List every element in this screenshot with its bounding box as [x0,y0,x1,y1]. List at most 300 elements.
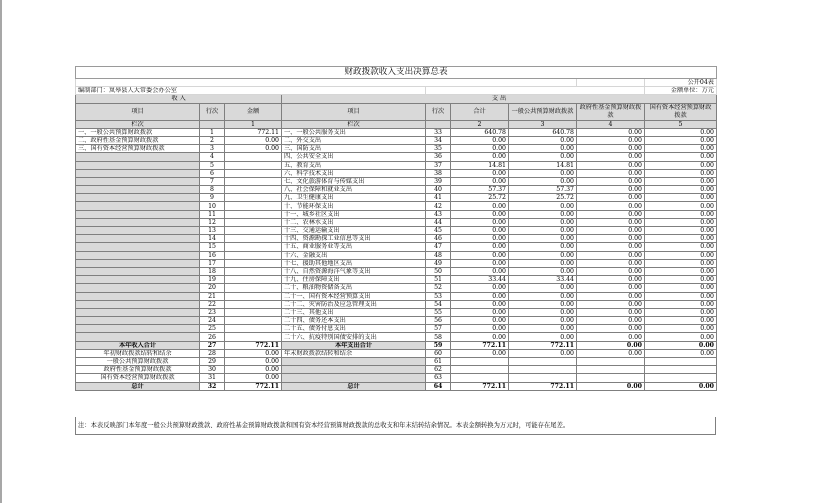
expense-general: 0.00 [509,333,577,341]
lanci-index: 5 [645,120,717,128]
expense-item: 十八、自然资源海洋气象等支出 [282,267,426,275]
table-row [76,210,717,218]
expense-general: 0.00 [509,177,577,185]
expense-fund [577,374,645,382]
expense-general [509,366,577,374]
expense-row-number: 53 [426,292,451,300]
expense-item: 六、科学技术支出 [282,169,426,177]
expense-general: 0.00 [509,145,577,153]
expense-item: 二十二、灾害防治及应急管理支出 [282,300,426,308]
expense-state: 0.00 [645,251,717,259]
income-amount [225,284,282,292]
expense-total: 14.81 [451,161,509,169]
income-amount [225,194,282,202]
expense-fund: 0.00 [577,317,645,325]
table-row [76,227,717,235]
table-row [76,333,717,341]
expense-row-number: 41 [426,194,451,202]
expense-state: 0.00 [645,308,717,316]
income-item [76,292,200,300]
expense-total: 0.00 [451,210,509,218]
expense-state [645,358,717,366]
expense-fund: 0.00 [577,128,645,136]
expense-item: 二十、粮油物资储备支出 [282,284,426,292]
expense-fund: 0.00 [577,153,645,161]
income-amount: 772.11 [225,341,282,349]
expense-fund: 0.00 [577,333,645,341]
table-row [76,267,717,275]
expense-item: 十一、城乡社区支出 [282,210,426,218]
income-header: 收 入 [76,95,282,103]
expense-item: 三、国防支出 [282,145,426,153]
table-row [76,169,717,177]
income-amount: 772.11 [225,382,282,390]
income-item [76,325,200,333]
expense-state: 0.00 [645,317,717,325]
expense-state: 0.00 [645,153,717,161]
income-amount [225,276,282,284]
expense-general: 0.00 [509,243,577,251]
expense-total: 0.00 [451,267,509,275]
income-row-number: 27 [200,341,225,349]
income-item [76,169,200,177]
expense-item: 十九、住房保障支出 [282,276,426,284]
expense-total: 0.00 [451,202,509,210]
expense-item: 十六、金融支出 [282,251,426,259]
expense-fund: 0.00 [577,325,645,333]
expense-fund: 0.00 [577,136,645,144]
income-item [76,235,200,243]
income-row-number: 4 [200,153,225,161]
income-row-number: 7 [200,177,225,185]
income-amount [225,267,282,275]
expense-state: 0.00 [645,284,717,292]
income-amount [225,292,282,300]
expense-total: 0.00 [451,153,509,161]
expense-general: 0.00 [509,153,577,161]
expense-fund: 0.00 [577,308,645,316]
income-amount: 0.00 [225,366,282,374]
income-item [76,300,200,308]
expense-fund: 0.00 [577,202,645,210]
expense-row-number: 52 [426,284,451,292]
expense-item: 九、卫生健康支出 [282,194,426,202]
expense-item: 二十一、国有资本经营预算支出 [282,292,426,300]
unit-label: 金额单位：万元 [645,87,717,95]
income-item [76,284,200,292]
table-row [76,202,717,210]
table-row [76,382,717,390]
footnote: 注：本表反映部门本年度一般公共预算财政拨款、政府性基金预算财政拨款和国有资本经营预算财政拨款的总收支和年末结转结余情况。本表金额转换为万元时，可能存在尾差。 [75,417,716,435]
expense-total: 772.11 [451,382,509,390]
expense-general: 0.00 [509,308,577,316]
income-item: 国有资本经营预算财政拨款 [76,374,200,382]
table-row [76,218,717,226]
expense-row-number: 59 [426,341,451,349]
expense-fund: 0.00 [577,194,645,202]
expense-total [451,366,509,374]
table-row [76,251,717,259]
income-item [76,218,200,226]
expense-row-number: 60 [426,349,451,357]
expense-item: 十三、交通运输支出 [282,227,426,235]
expense-fund: 0.00 [577,218,645,226]
income-item [76,243,200,251]
expense-general: 0.00 [509,300,577,308]
income-item [76,308,200,316]
table-row [76,153,717,161]
income-row-number: 23 [200,308,225,316]
income-amount [225,202,282,210]
expense-total: 0.00 [451,251,509,259]
expense-total: 57.37 [451,186,509,194]
income-row-number: 20 [200,284,225,292]
income-row-number: 22 [200,300,225,308]
table-row [76,358,717,366]
page-left-border [0,0,2,503]
expense-total [451,358,509,366]
expense-state: 0.00 [645,145,717,153]
table-row [76,284,717,292]
income-row-number: 25 [200,325,225,333]
table-row [76,128,717,136]
expense-state: 0.00 [645,136,717,144]
expense-general: 0.00 [509,259,577,267]
income-amount [225,186,282,194]
table-row [76,292,717,300]
expense-item: 十二、农林水支出 [282,218,426,226]
expense-fund: 0.00 [577,276,645,284]
table-row [76,317,717,325]
income-item [76,276,200,284]
income-amount [225,161,282,169]
col-header-fund: 政府性基金预算财政拨款 [577,103,645,120]
expense-fund: 0.00 [577,284,645,292]
income-item [76,153,200,161]
expense-row-number: 57 [426,325,451,333]
expense-total: 0.00 [451,259,509,267]
lanci-index: 3 [509,120,577,128]
expense-state: 0.00 [645,333,717,341]
expense-state: 0.00 [645,210,717,218]
table-row [76,341,717,349]
col-header-state: 国有资本经营预算财政拨款 [645,103,717,120]
income-amount [225,210,282,218]
expense-general [509,374,577,382]
expense-item: 总计 [282,382,426,390]
expense-fund: 0.00 [577,186,645,194]
income-item: 本年收入合计 [76,341,200,349]
expense-total: 0.00 [451,145,509,153]
budget-table [75,66,717,391]
income-item: 三、国有资本经营预算财政拨款 [76,145,200,153]
expense-total: 0.00 [451,308,509,316]
expense-row-number: 64 [426,382,451,390]
expense-row-number: 63 [426,374,451,382]
expense-row-number: 46 [426,235,451,243]
income-row-number: 11 [200,210,225,218]
expense-row-number: 42 [426,202,451,210]
income-row-number: 12 [200,218,225,226]
income-item [76,251,200,259]
expense-state: 0.00 [645,349,717,357]
table-row [76,243,717,251]
table-row [76,186,717,194]
expense-row-number: 51 [426,276,451,284]
expense-total: 0.00 [451,292,509,300]
expense-item: 二十四、债务还本支出 [282,317,426,325]
income-amount [225,153,282,161]
expense-fund: 0.00 [577,145,645,153]
expense-row-number: 55 [426,308,451,316]
expense-header: 支 出 [282,95,717,103]
income-row-number: 26 [200,333,225,341]
table-row [76,366,717,374]
income-row-number: 19 [200,276,225,284]
expense-state: 0.00 [645,300,717,308]
expense-state: 0.00 [645,382,717,390]
lanci-label: 栏次 [76,120,200,128]
expense-row-number: 33 [426,128,451,136]
income-row-number: 18 [200,267,225,275]
expense-fund: 0.00 [577,177,645,185]
expense-general: 772.11 [509,341,577,349]
expense-state: 0.00 [645,227,717,235]
expense-total: 0.00 [451,218,509,226]
income-row-number: 28 [200,349,225,357]
table-row [76,136,717,144]
income-amount [225,227,282,235]
expense-general: 0.00 [509,210,577,218]
income-amount: 0.00 [225,358,282,366]
expense-state: 0.00 [645,169,717,177]
col-header-item: 项目 [76,103,200,120]
expense-row-number: 43 [426,210,451,218]
expense-row-number: 44 [426,218,451,226]
expense-total: 0.00 [451,349,509,357]
expense-fund: 0.00 [577,251,645,259]
expense-fund: 0.00 [577,227,645,235]
expense-item: 一、一般公共服务支出 [282,128,426,136]
table-row [76,349,717,357]
income-row-number: 3 [200,145,225,153]
org-label: 编制部门：岚皋县人大常委会办公室 [76,87,426,95]
expense-state: 0.00 [645,218,717,226]
expense-row-number: 58 [426,333,451,341]
income-row-number: 32 [200,382,225,390]
expense-fund: 0.00 [577,341,645,349]
expense-row-number: 34 [426,136,451,144]
income-item [76,267,200,275]
income-amount: 772.11 [225,128,282,136]
income-row-number: 13 [200,227,225,235]
expense-total: 0.00 [451,333,509,341]
expense-row-number: 47 [426,243,451,251]
expense-fund: 0.00 [577,382,645,390]
expense-fund: 0.00 [577,169,645,177]
expense-item: 八、社会保障和就业支出 [282,186,426,194]
income-row-number: 17 [200,259,225,267]
income-amount: 0.00 [225,136,282,144]
expense-fund: 0.00 [577,300,645,308]
income-row-number: 10 [200,202,225,210]
expense-row-number: 39 [426,177,451,185]
expense-total: 0.00 [451,227,509,235]
expense-total: 0.00 [451,300,509,308]
form-number: 公开04表 [645,79,717,87]
expense-row-number: 45 [426,227,451,235]
income-row-number: 16 [200,251,225,259]
expense-item [282,374,426,382]
expense-item: 十、节能环保支出 [282,202,426,210]
income-row-number: 8 [200,186,225,194]
expense-state: 0.00 [645,259,717,267]
expense-general: 0.00 [509,218,577,226]
expense-state: 0.00 [645,267,717,275]
expense-fund: 0.00 [577,259,645,267]
expense-item: 七、文化旅游体育与传媒支出 [282,177,426,185]
expense-row-number: 40 [426,186,451,194]
expense-fund: 0.00 [577,349,645,357]
table-row [76,276,717,284]
expense-item: 十五、商业服务业等支出 [282,243,426,251]
income-row-number: 21 [200,292,225,300]
expense-row-number: 48 [426,251,451,259]
expense-item: 十七、援助其他地区支出 [282,259,426,267]
expense-item [282,358,426,366]
expense-state: 0.00 [645,243,717,251]
expense-general: 0.00 [509,227,577,235]
expense-general: 0.00 [509,284,577,292]
col-header-amount: 金额 [225,103,282,120]
income-row-number: 5 [200,161,225,169]
income-row-number: 24 [200,317,225,325]
expense-item: 二十五、债务付息支出 [282,325,426,333]
expense-state: 0.00 [645,194,717,202]
expense-state: 0.00 [645,128,717,136]
expense-total: 0.00 [451,235,509,243]
income-row-number: 29 [200,358,225,366]
expense-row-number: 62 [426,366,451,374]
income-amount [225,333,282,341]
expense-fund: 0.00 [577,210,645,218]
expense-general: 0.00 [509,292,577,300]
expense-general: 14.81 [509,161,577,169]
expense-state: 0.00 [645,341,717,349]
income-item: 二、政府性基金预算财政拨款 [76,136,200,144]
expense-state [645,366,717,374]
table-row [76,177,717,185]
income-row-number: 15 [200,243,225,251]
expense-row-number: 35 [426,145,451,153]
income-item: 年初财政拨款结转和结余 [76,349,200,357]
expense-state: 0.00 [645,325,717,333]
income-amount [225,300,282,308]
income-item [76,177,200,185]
income-item: 政府性基金预算财政拨款 [76,366,200,374]
lanci-label: 栏次 [282,120,426,128]
col-header-total: 合计 [451,103,509,120]
table-row [76,235,717,243]
expense-state: 0.00 [645,202,717,210]
expense-general: 0.00 [509,267,577,275]
expense-row-number: 49 [426,259,451,267]
table-row [76,325,717,333]
expense-item: 年末财政拨款结转和结余 [282,349,426,357]
income-item: 一般公共预算财政拨款 [76,358,200,366]
expense-general [509,358,577,366]
income-row-number: 2 [200,136,225,144]
expense-state: 0.00 [645,292,717,300]
expense-total: 0.00 [451,169,509,177]
expense-state [645,374,717,382]
table-row [76,194,717,202]
col-header-general: 一般公共预算财政拨款 [509,103,577,120]
expense-row-number: 56 [426,317,451,325]
expense-general: 0.00 [509,235,577,243]
income-amount [225,218,282,226]
income-amount [225,317,282,325]
table-row [76,145,717,153]
expense-fund: 0.00 [577,267,645,275]
expense-total: 0.00 [451,284,509,292]
income-amount [225,259,282,267]
lanci-index: 1 [225,120,282,128]
income-item [76,186,200,194]
income-item [76,259,200,267]
expense-total: 0.00 [451,325,509,333]
expense-total: 25.72 [451,194,509,202]
expense-state: 0.00 [645,186,717,194]
income-item [76,227,200,235]
income-amount [225,243,282,251]
expense-fund: 0.00 [577,292,645,300]
expense-general: 0.00 [509,325,577,333]
income-item [76,161,200,169]
expense-general: 25.72 [509,194,577,202]
income-amount [225,325,282,333]
income-amount: 0.00 [225,349,282,357]
expense-general: 0.00 [509,136,577,144]
income-row-number: 6 [200,169,225,177]
expense-state: 0.00 [645,235,717,243]
expense-total: 0.00 [451,243,509,251]
table-row [76,161,717,169]
expense-row-number: 50 [426,267,451,275]
income-item [76,202,200,210]
expense-row-number: 37 [426,161,451,169]
income-row-number: 14 [200,235,225,243]
expense-row-number: 36 [426,153,451,161]
expense-item: 本年支出合计 [282,341,426,349]
expense-total: 33.44 [451,276,509,284]
expense-total: 772.11 [451,341,509,349]
expense-fund: 0.00 [577,161,645,169]
income-amount [225,169,282,177]
income-row-number: 1 [200,128,225,136]
expense-row-number: 54 [426,300,451,308]
expense-general: 772.11 [509,382,577,390]
lanci-index: 2 [451,120,509,128]
expense-general: 0.00 [509,251,577,259]
col-header-row: 行次 [200,103,225,120]
expense-general: 640.78 [509,128,577,136]
table-row [76,374,717,382]
expense-state: 0.00 [645,161,717,169]
expense-item: 十四、资源勘探工业信息等支出 [282,235,426,243]
expense-total: 0.00 [451,177,509,185]
expense-state: 0.00 [645,177,717,185]
